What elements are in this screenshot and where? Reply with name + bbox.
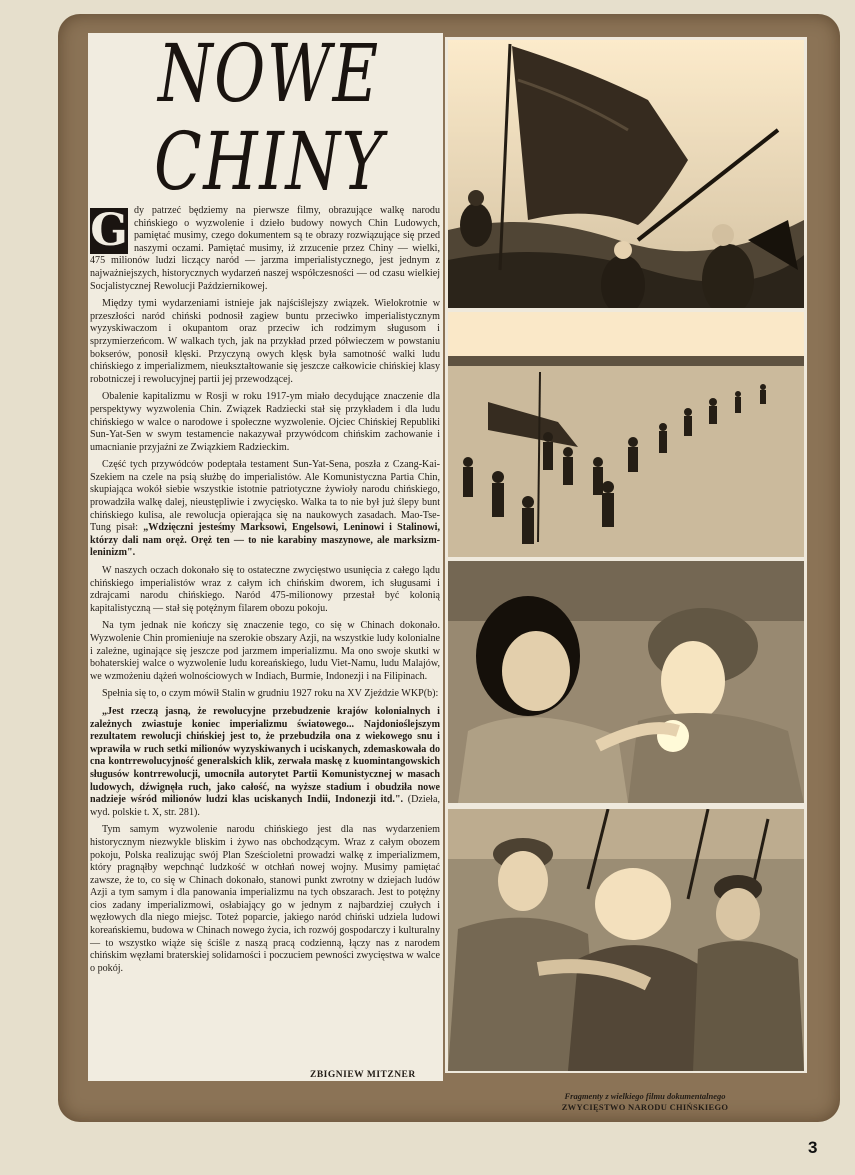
quote-paragraph bbox=[90, 706, 440, 819]
quote-source: (Dzieła, wyd. polskie t. X, str. 281). bbox=[90, 794, 440, 818]
paragraph-text: Część tych przywódców podeptała testament Sun-Yat-Sena, poszła z Czang-Kai-Szekiem na czele na psią służbę do imperialistów. Ale Komunistyczna Partia Chin, skupiająca wokół siebie wszystkie istotnie patriotyczne żywioły narodu chińskiego, prowadziła walkę dalej, nieustępliwie i zwycięsko. Walka ta to nie był już ślepy bunt chińskiego kulisa, ale rewolucja opierająca się na naukowych zasadach. Mao-Tse-Tung pisał: bbox=[90, 459, 440, 534]
caption-line-1: Fragmenty z wielkiego filmu dokumentalnego bbox=[564, 1091, 726, 1101]
paragraph-text: dy patrzeć będziemy na pierwsze filmy, obrazujące walkę narodu chińskiego o wyzwolenie i dzieło budowy nowych Chin Ludowych, pamiętać musimy, czego dokumentem są te obrazy rozwiązujące się przed naszymi oczami. Pamiętać musimy, iż zrzucenie przez Chiny — wielki, 475 milionów ludzi liczący naród — jarzma imperialistycznego, jest jednym z najważniejszych, historycznych wydarzeń naszej współczesności — od czasu wielkiej Socjalistycznej Rewolucji Październikowej. bbox=[90, 205, 440, 292]
flag-soldiers-photo bbox=[448, 40, 804, 308]
article-paragraph: W naszych oczach dokonało się to ostateczne zwycięstwo usunięcia z całego lądu chińskiego imperialistów wraz z całym ich chińskim dworem, ich sługusami i zdrajcami narodu chińskiego. Naród 475-milionowy przestał być kolonią kapitalistyczną — stał się potężnym filarem obozu pokoju. bbox=[90, 565, 440, 614]
soldiers-greeting-photo bbox=[448, 809, 804, 1071]
title-line-2: CHINY bbox=[154, 115, 385, 208]
page-number: 3 bbox=[808, 1138, 818, 1157]
article-paragraph: Na tym jednak nie kończy się znaczenie tego, co się w Chinach dokonało. Wyzwolenie Chin promieniuje na szerokie obszary Azji, na wszystkie ludy kolonialne i zależne, uginające się jeszcze pod jarzmem imperializmu. Ma ono swoje skutki w bohaterskiej walce o wyzwolenie ludu koreańskiego, ludu Viet-Namu, ludu Malajów, we wzmożeniu dążeń wolnościowych w Indiach, Burmie, Indonezji i na Filipinach. bbox=[90, 620, 440, 682]
article-paragraph bbox=[90, 205, 440, 293]
article-paragraph: Spełnia się to, o czym mówił Stalin w grudniu 1927 roku na XV Zjeździe WKP(b): bbox=[102, 688, 439, 700]
author-signature: ZBIGNIEW MITZNER bbox=[310, 1070, 416, 1080]
photo-caption bbox=[520, 1091, 770, 1113]
title-line-1: NOWE bbox=[158, 27, 380, 120]
drop-cap: G bbox=[90, 205, 128, 256]
article-body bbox=[90, 205, 440, 980]
page-title bbox=[150, 22, 385, 212]
caption-line-2: ZWYCIĘSTWO NARODU CHIŃSKIEGO bbox=[561, 1102, 729, 1112]
article-paragraph: Tym samym wyzwolenie narodu chińskiego jest dla nas wydarzeniem historycznym niezwykle bliskim i żywo nas obchodzącym. Wraz z całym obozem pokoju, Polska realizując swój Plan Sześcioletni prowadzi walkę z imperializmem, który pragnąłby wepchnąć ludzkość w otchłań nowej wojny. Musimy pamiętać zawsze, że to, co się w Chinach dokonało, stanowi punkt zwrotny w dziejach ludów Azji a tym samym i dla panowania imperializmu na tych obszarach. Jest to potężny cios zadany imperializmowi, osłabiający go w jednym z najbardziej czułych i węzłowych dla niego miejsc. Toteż poparcie, jakiego naród chiński udziela ludowi koreańskiemu, budowa w Chinach nowego życia, ich rozwój gospodarczy i kulturalny — to wszystko wiąże się ściśle z naszą pracą codzienną, łączy nas z narodem chińskim węzłami braterskiej solidarności i poczuciem pewności zwycięstwa w walce o pokój. bbox=[90, 824, 440, 974]
photo-column bbox=[445, 37, 807, 1073]
article-paragraph: Między tymi wydarzeniami istnieje jak najściślejszy związek. Wielokrotnie w przeszłości naród chiński podnosił zagiew buntu przeciwko imperialistycznym wyzyskiwaczom i okupantom oraz przeciw ich rodzimym sługusom i sprzymierzeńcom. W walkach tych, jak na przykład przed półwieczem w powstaniu bokserów, ponosił klęski. Przyczyną owych klęsk była samotność walki ludu chińskiego z imperializmem, nieukształtowanie się jeszcze całkowicie chińskiej klasy robotniczej i rewolucyjnej partii jej przewodzącej. bbox=[90, 298, 440, 385]
stalin-quote: „Jest rzeczą jasną, że rewolucyjne przebudzenie krajów kolonialnych i zależnych zwiastuje koniec imperializmu światowego... Najdonioślejszym rezultatem rewolucji chińskiej jest to, że przebudziła ona z wiekowego snu i wprawiła w ruch setki milionów wyzyskiwanych i uciskanych, zdemaskowała do cna kontrrewolucyjność generalskich klik, zerwała maskę z kuomintangowskich sługusów kontrrewolucji, umocniła autorytet Partii Komunistycznej w masach ludowych, dźwignęła ruch, jako całość, na wyższe stadium i obudziła nowe nadzieje wśród milionów ludzi klas uciskanych Indii, Indonezji itd.". bbox=[90, 705, 440, 806]
mao-quote: „Wdzięczni jesteśmy Marksowi, Engelsowi, Leninowi i Stalinowi, którzy dali nam oręż. Oręż ten — to nie karabiny maszynowe, ale marksizm-leninizm". bbox=[90, 522, 440, 559]
article-paragraph bbox=[90, 459, 440, 560]
article-paragraph: Obalenie kapitalizmu w Rosji w roku 1917-ym miało decydujące znaczenie dla perspektywy wyzwolenia Chin. Związek Radziecki stał się przykładem i dla ludu chińskiego w walce o narodowe i społeczne wyzwolenie. Ojciec Chińskiej Republiki Sun-Yat-Sen w swym testamencie nakazywał przywódcom chińskim zachowanie i umacnianie przyjaźni ze Związkiem Radzieckim. bbox=[90, 391, 440, 453]
army-crossing-river-photo bbox=[448, 312, 804, 557]
girl-pinning-flower-photo bbox=[448, 561, 804, 803]
